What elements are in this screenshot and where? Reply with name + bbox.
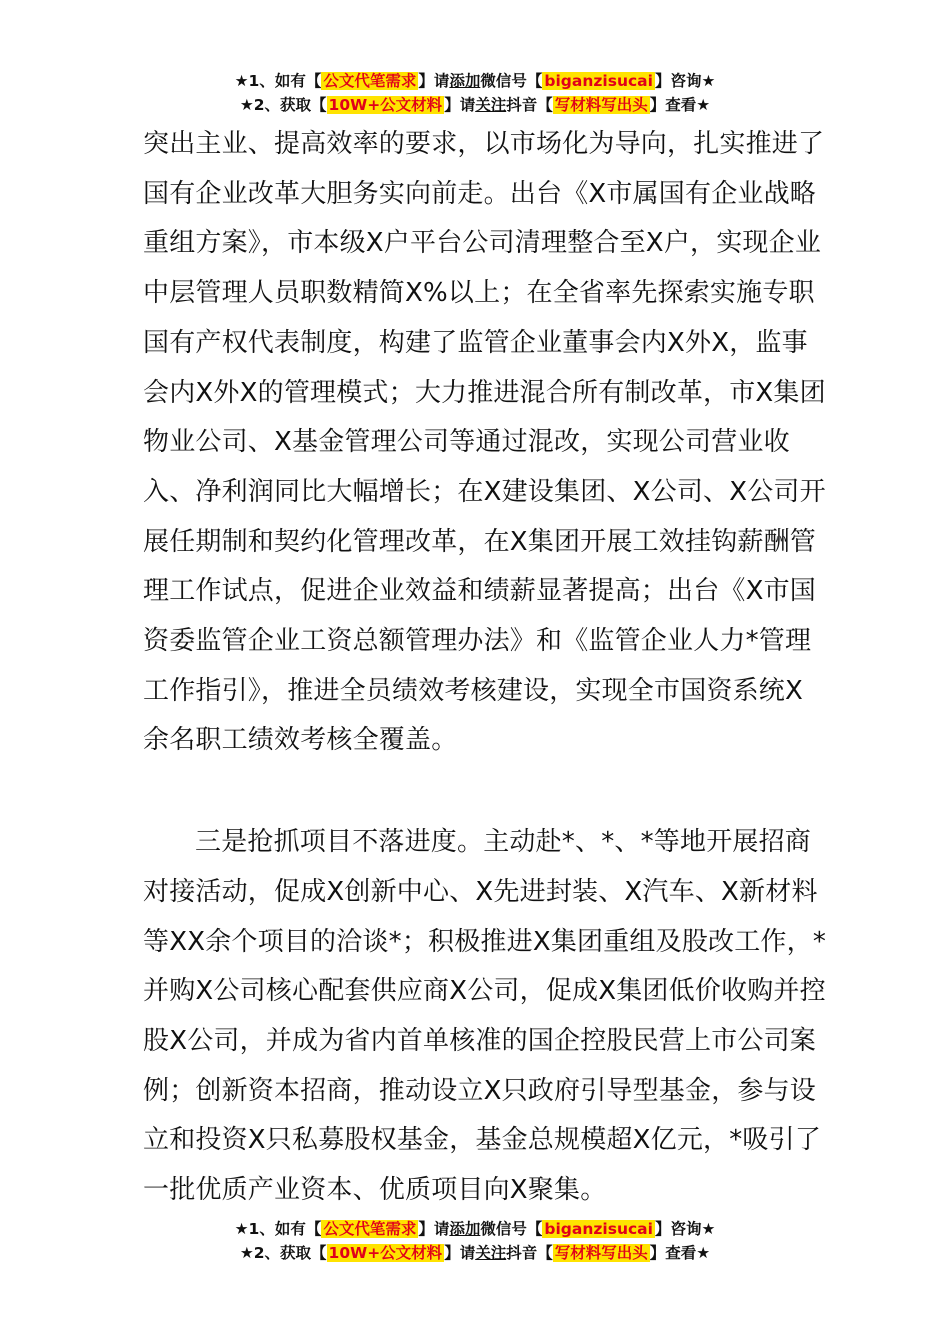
footer-banner	[0, 1218, 950, 1266]
highlight-wechat-id: biganzisucai	[544, 1220, 653, 1238]
paragraph-projects: 三是抢抓项目不落进度。主动赴*、*、*等地开展招商对接活动，促成X创新中心、X先进封装、X汽车、X新材料等XX余个项目的洽谈*；积极推进X集团重组及股改工作，*并购X公司核心配套供应商X公司，促成X集团低价收购并控股X公司，并成为省内首单核准的国企控股民营上市公司案例；创新资本招商，推动设立X只政府引导型基金，参与设立和投资X只私募股权基金，基金总规模超X亿元，*吸引了一批优质产业资本、优质项目向X聚集。	[143, 827, 827, 1206]
banner-text: ★1、如有【	[234, 72, 322, 90]
banner-text: 】咨询★	[654, 72, 716, 90]
banner-text: ★2、获取【	[239, 96, 327, 114]
highlight-materials: 10W+公文材料	[328, 96, 443, 114]
banner-underlined-text: 关注	[475, 1244, 507, 1262]
banner-text: ★2、获取【	[239, 1244, 327, 1262]
document-body	[143, 120, 828, 1216]
banner-text: 微信号【	[480, 72, 543, 90]
highlight-service: 公文代笔需求	[323, 1220, 417, 1238]
banner-text: ★1、如有【	[234, 1220, 322, 1238]
banner-text: 】请	[444, 96, 476, 114]
banner-line-2	[0, 1242, 950, 1266]
header-banner	[0, 70, 950, 118]
banner-text: 】请	[418, 1220, 450, 1238]
highlight-materials: 10W+公文材料	[328, 1244, 443, 1262]
banner-line-1	[0, 1218, 950, 1242]
banner-underlined-text: 添加	[449, 1220, 481, 1238]
highlight-service: 公文代笔需求	[323, 72, 417, 90]
banner-underlined-text: 关注	[475, 96, 507, 114]
highlight-wechat-id: biganzisucai	[544, 72, 653, 90]
banner-text: 抖音【	[506, 96, 553, 114]
banner-text: 】查看★	[649, 96, 711, 114]
banner-text: 】咨询★	[654, 1220, 716, 1238]
banner-text: 微信号【	[480, 1220, 543, 1238]
banner-text: 抖音【	[506, 1244, 553, 1262]
banner-line-1	[0, 70, 950, 94]
banner-text: 】查看★	[649, 1244, 711, 1262]
banner-text: 】请	[418, 72, 450, 90]
paragraph-gap	[143, 766, 828, 818]
banner-line-2	[0, 94, 950, 118]
highlight-douyin: 写材料写出头	[554, 1244, 648, 1262]
paragraph-reform: 突出主业、提高效率的要求，以市场化为导向，扎实推进了国有企业改革大胆务实向前走。出台《X市属国有企业战略重组方案》，市本级X户平台公司清理整合至X户，实现企业中层管理人员职数精简X%以上；在全省率先探索实施专职国有产权代表制度，构建了监管企业董事会内X外X，监事会内X外X的管理模式；大力推进混合所有制改革，市X集团物业公司、X基金管理公司等通过混改，实现公司营业收入、净利润同比大幅增长；在X建设集团、X公司、X公司开展任期制和契约化管理改革，在X集团开展工效挂钩薪酬管理工作试点，促进企业效益和绩薪显著提高；出台《X市国资委监管企业工资总额管理办法》和《监管企业人力*管理工作指引》，推进全员绩效考核建设，实现全市国资系统X余名职工绩效考核全覆盖。	[143, 129, 826, 756]
highlight-douyin: 写材料写出头	[554, 96, 648, 114]
banner-underlined-text: 添加	[449, 72, 481, 90]
banner-text: 】请	[444, 1244, 476, 1262]
